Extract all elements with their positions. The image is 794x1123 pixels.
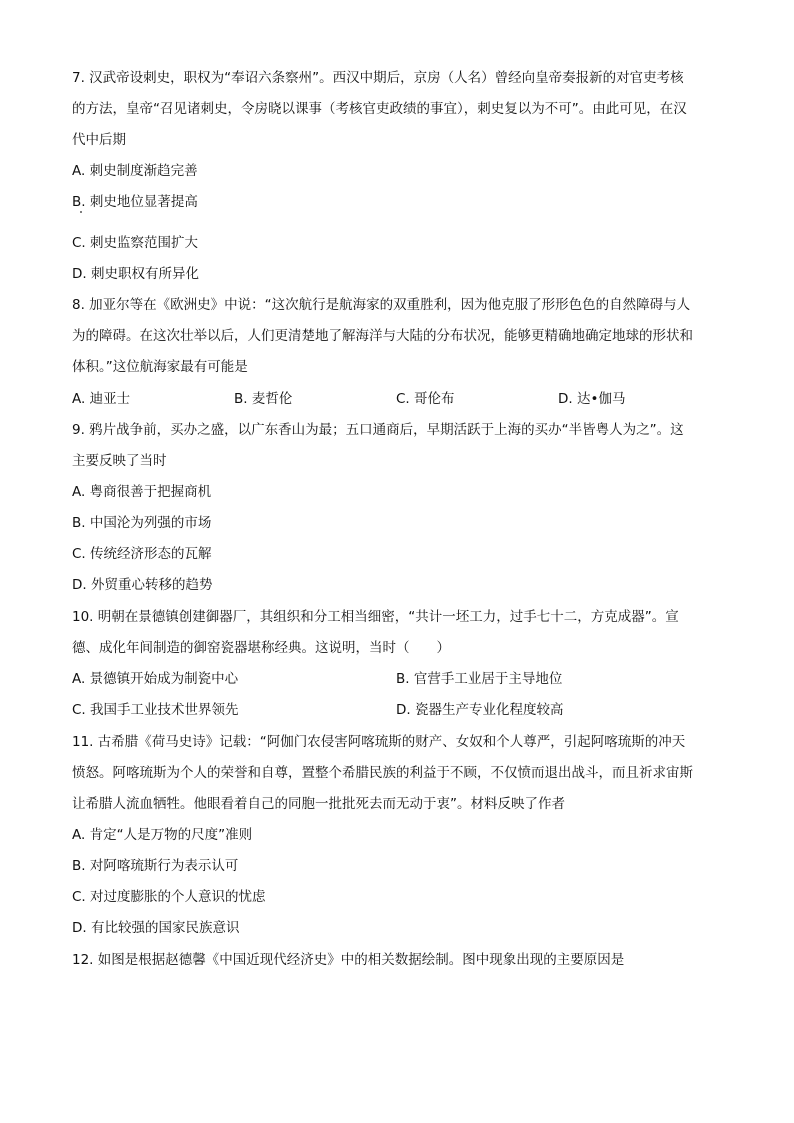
q11-option-c[interactable]: C. 对过度膨胀的个人意识的忧虑 [72,889,266,905]
q11-stem-line-2: 愤怒。阿喀琉斯为个人的荣誉和自尊，置整个希腊民族的利益于不顾，不仅愤而退出战斗，而且祈求宙斯 [72,765,693,781]
q9-option-b[interactable]: B. 中国沦为列强的市场 [72,515,212,531]
q10-option-d[interactable]: D. 瓷器生产专业化程度较高 [396,702,564,718]
q11-stem-line-3: 让希腊人流血牺牲。他眼看着自己的同胞一批批死去而无动于衷”。材料反映了作者 [72,796,565,812]
q12-stem-line-1: 12. 如图是根据赵德馨《中国近现代经济史》中的相关数据绘制。图中现象出现的主要原因是 [72,952,625,968]
stray-mark [80,211,82,213]
q9-option-c[interactable]: C. 传统经济形态的瓦解 [72,546,212,562]
q7-option-d[interactable]: D. 刺史职权有所异化 [72,266,199,282]
q7-stem-line-2: 的方法，皇帝“召见诸刺史，令房晓以课事（考核官吏政绩的事宜），刺史复以为不可”。由此可见，在汉 [72,101,687,117]
q8-option-a[interactable]: A. 迪亚士 [72,391,131,407]
q7-option-b[interactable]: B. 刺史地位显著提高 [72,194,198,210]
q9-stem-line-2: 主要反映了当时 [72,453,167,469]
q10-stem-line-2: 德、成化年间制造的御窑瓷器堪称经典。这说明，当时（ ） [72,640,450,656]
q8-option-c[interactable]: C. 哥伦布 [396,391,455,407]
q11-option-a[interactable]: A. 肯定“人是万物的尺度”准则 [72,827,253,843]
q9-option-a[interactable]: A. 粤商很善于把握商机 [72,484,212,500]
q7-option-a[interactable]: A. 刺史制度渐趋完善 [72,163,198,179]
q7-stem-line-3: 代中后期 [72,132,126,148]
q8-stem-line-1: 8. 加亚尔等在《欧洲史》中说：“这次航行是航海家的双重胜利，因为他克服了形形色色的自然障碍与人 [72,297,691,313]
q7-stem-line-1: 7. 汉武帝设刺史，职权为“奉诏六条察州”。西汉中期后，京房（人名）曾经向皇帝奏报新的对官吏考核 [72,70,684,86]
q9-option-d[interactable]: D. 外贸重心转移的趋势 [72,577,213,593]
q11-option-b[interactable]: B. 对阿喀琉斯行为表示认可 [72,858,239,874]
q9-stem-line-1: 9. 鸦片战争前，买办之盛，以广东香山为最；五口通商后，早期活跃于上海的买办“半皆粤人为之”。这 [72,422,684,438]
q8-stem-line-3: 体积。”这位航海家最有可能是 [72,359,248,375]
q8-option-b[interactable]: B. 麦哲伦 [234,391,293,407]
q11-stem-line-1: 11. 古希腊《荷马史诗》记载：“阿伽门农侵害阿喀琉斯的财产、女奴和个人尊严，引起阿喀琉斯的冲天 [72,734,686,750]
q10-option-c[interactable]: C. 我国手工业技术世界领先 [72,702,239,718]
q7-option-c[interactable]: C. 刺史监察范围扩大 [72,235,199,251]
q10-option-a[interactable]: A. 景德镇开始成为制瓷中心 [72,671,239,687]
q8-option-d[interactable]: D. 达•伽马 [558,391,626,407]
q10-option-b[interactable]: B. 官营手工业居于主导地位 [396,671,563,687]
q11-option-d[interactable]: D. 有比较强的国家民族意识 [72,920,240,936]
q10-stem-line-1: 10. 明朝在景德镇创建御器厂，其组织和分工相当细密，“共计一坯工力，过手七十二，方克成器”。宣 [72,609,679,625]
q8-stem-line-2: 为的障碍。在这次壮举以后，人们更清楚地了解海洋与大陆的分布状况，能够更精确地确定地球的形状和 [72,328,693,344]
